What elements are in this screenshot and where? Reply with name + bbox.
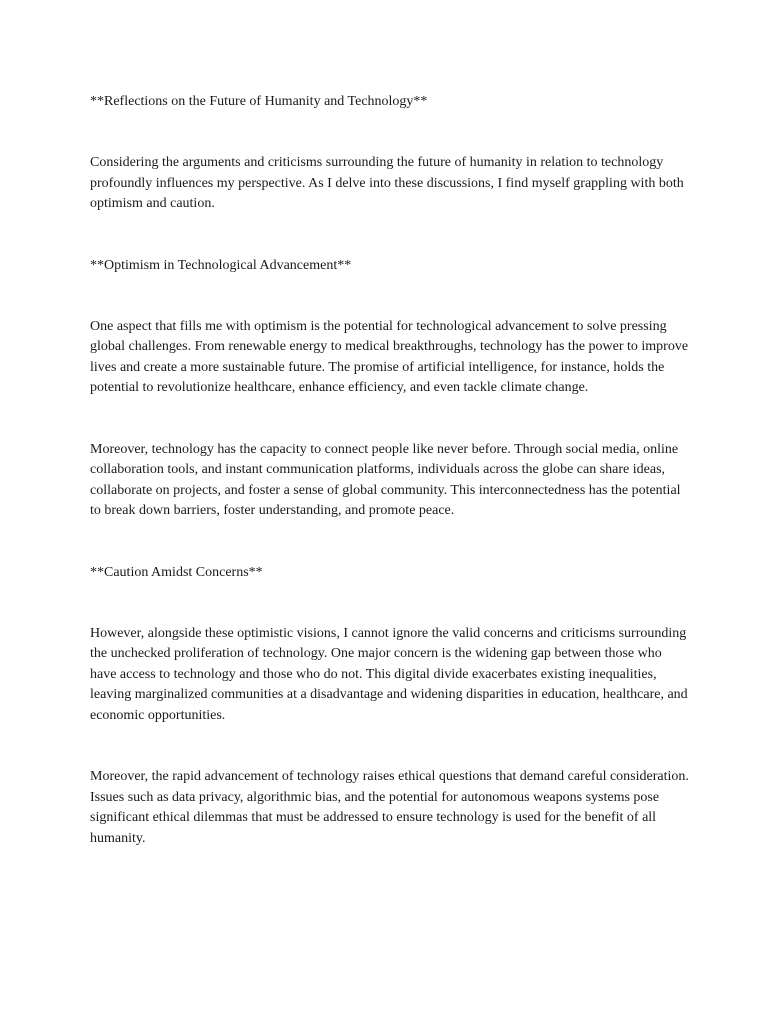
section-heading-optimism: **Optimism in Technological Advancement** <box>90 257 352 273</box>
caution-paragraph-2: Moreover, the rapid advancement of technology raises ethical questions that demand careful consideration. Issues such as data privacy, algorithmic bias, and the potential for autonomous weapons systems pose significant ethical dilemmas that must be addressed to ensure technology is used for the benefit of all humanity. <box>90 769 689 846</box>
optimism-paragraph-2: Moreover, technology has the capacity to connect people like never before. Through social media, online collaboration tools, and instant communication platforms, individuals across the globe can share ideas, collaborate on projects, and foster a sense of global community. This interconnectedness has the potential to break down barriers, foster understanding, and promote peace. <box>90 441 681 518</box>
caution-paragraph-1: However, alongside these optimistic visions, I cannot ignore the valid concerns and criticisms surrounding the unchecked proliferation of technology. One major concern is the widening gap between those who have access to technology and those who do not. This digital divide exacerbates existing inequalities, leaving marginalized communities at a disadvantage and widening disparities in education, healthcare, and economic opportunities. <box>90 625 688 723</box>
document-title: **Reflections on the Future of Humanity and Technology** <box>90 94 428 109</box>
intro-paragraph: Considering the arguments and criticisms surrounding the future of humanity in relation to technology profoundly influences my perspective. As I delve into these discussions, I find myself grappling with both optimism and caution. <box>90 155 684 211</box>
section-heading-caution: **Caution Amidst Concerns** <box>90 564 263 580</box>
optimism-paragraph-1: One aspect that fills me with optimism is the potential for technological advancement to solve pressing global challenges. From renewable energy to medical breakthroughs, technology has the power to improve lives and create a more sustainable future. The promise of artificial intelligence, for instance, holds the potential to revolutionize healthcare, enhance efficiency, and even tackle climate change. <box>90 318 689 395</box>
document-body <box>90 92 690 849</box>
